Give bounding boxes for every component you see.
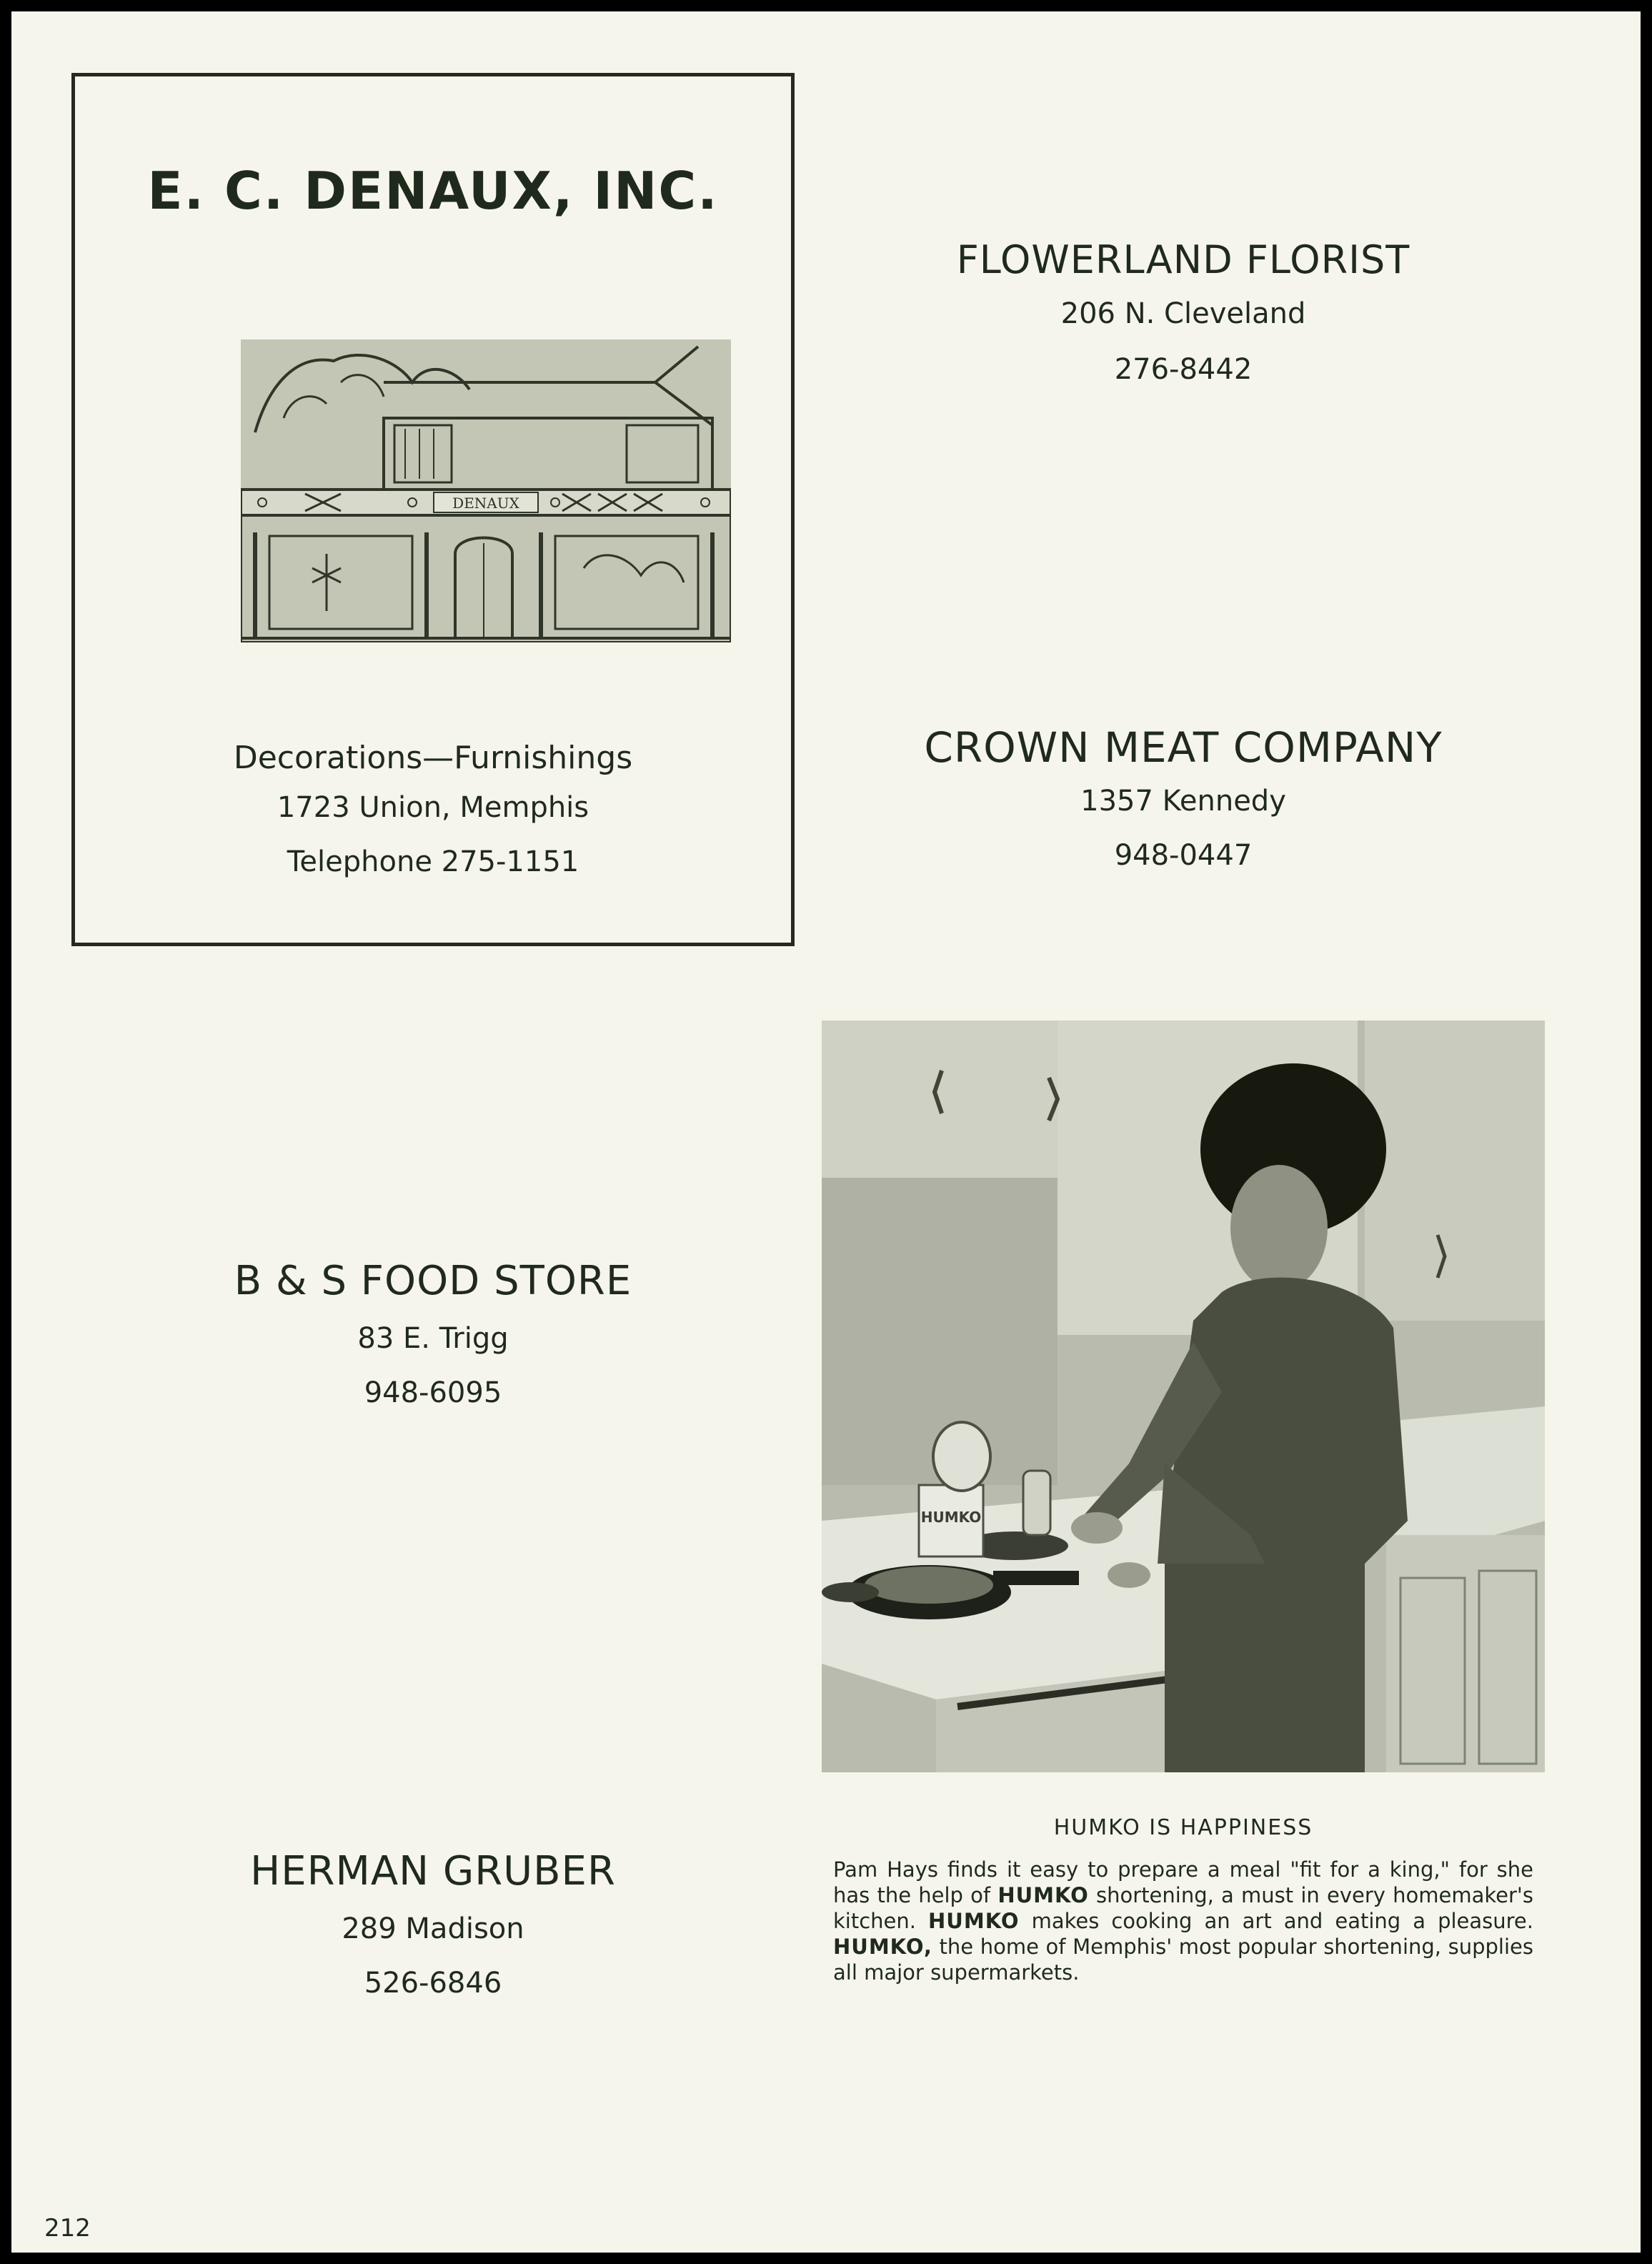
denaux-ad [71,73,795,946]
bs-food-phone: 948-6095 [364,1376,502,1409]
crown-phone: 948-0447 [1114,839,1253,872]
humko-brand-1: HUMKO [997,1883,1089,1907]
denaux-storefront-sketch [241,339,731,642]
humko-brand-2: HUMKO [928,1909,1020,1933]
flowerland-address: 206 N. Cleveland [1060,297,1306,330]
crown-address: 1357 Kennedy [1080,785,1286,818]
denaux-tagline: Decorations—Furnishings [233,740,633,776]
humko-caption-title: HUMKO IS HAPPINESS [1053,1815,1313,1840]
page-number: 212 [44,2214,91,2243]
flowerland-name: FLOWERLAND FLORIST [956,237,1410,282]
denaux-name: E. C. DENAUX, INC. [147,161,719,221]
humko-brand-3: HUMKO, [833,1935,932,1959]
denaux-address: 1723 Union, Memphis [277,791,589,824]
gruber-address: 289 Madison [342,1912,524,1945]
humko-can-label: HUMKO [920,1509,982,1526]
gruber-name: HERMAN GRUBER [250,1848,616,1895]
humko-caption-part3: makes cooking an art and eating a pleasure. [1019,1909,1533,1933]
flowerland-phone: 276-8442 [1114,353,1253,386]
bs-food-address: 83 E. Trigg [357,1322,509,1355]
humko-caption-part2: shortening, a must in every homemaker's kitchen. [833,1883,1533,1933]
humko-kitchen-photo [822,1021,1545,1772]
gruber-phone: 526-6846 [364,1967,502,2000]
crown-name: CROWN MEAT COMPANY [924,723,1443,772]
yearbook-page [11,11,1641,2253]
bs-food-name: B & S FOOD STORE [234,1258,632,1304]
denaux-phone: Telephone 275-1151 [287,845,579,878]
humko-caption-part1: Pam Hays finds it easy to prepare a meal "fit for a king," for she has the help of [833,1857,1533,1907]
humko-caption-body [833,1857,1533,1985]
humko-caption-part4: the home of Memphis' most popular shortening, supplies all major supermarkets. [833,1935,1533,1985]
denaux-sign-label: DENAUX [452,495,519,512]
